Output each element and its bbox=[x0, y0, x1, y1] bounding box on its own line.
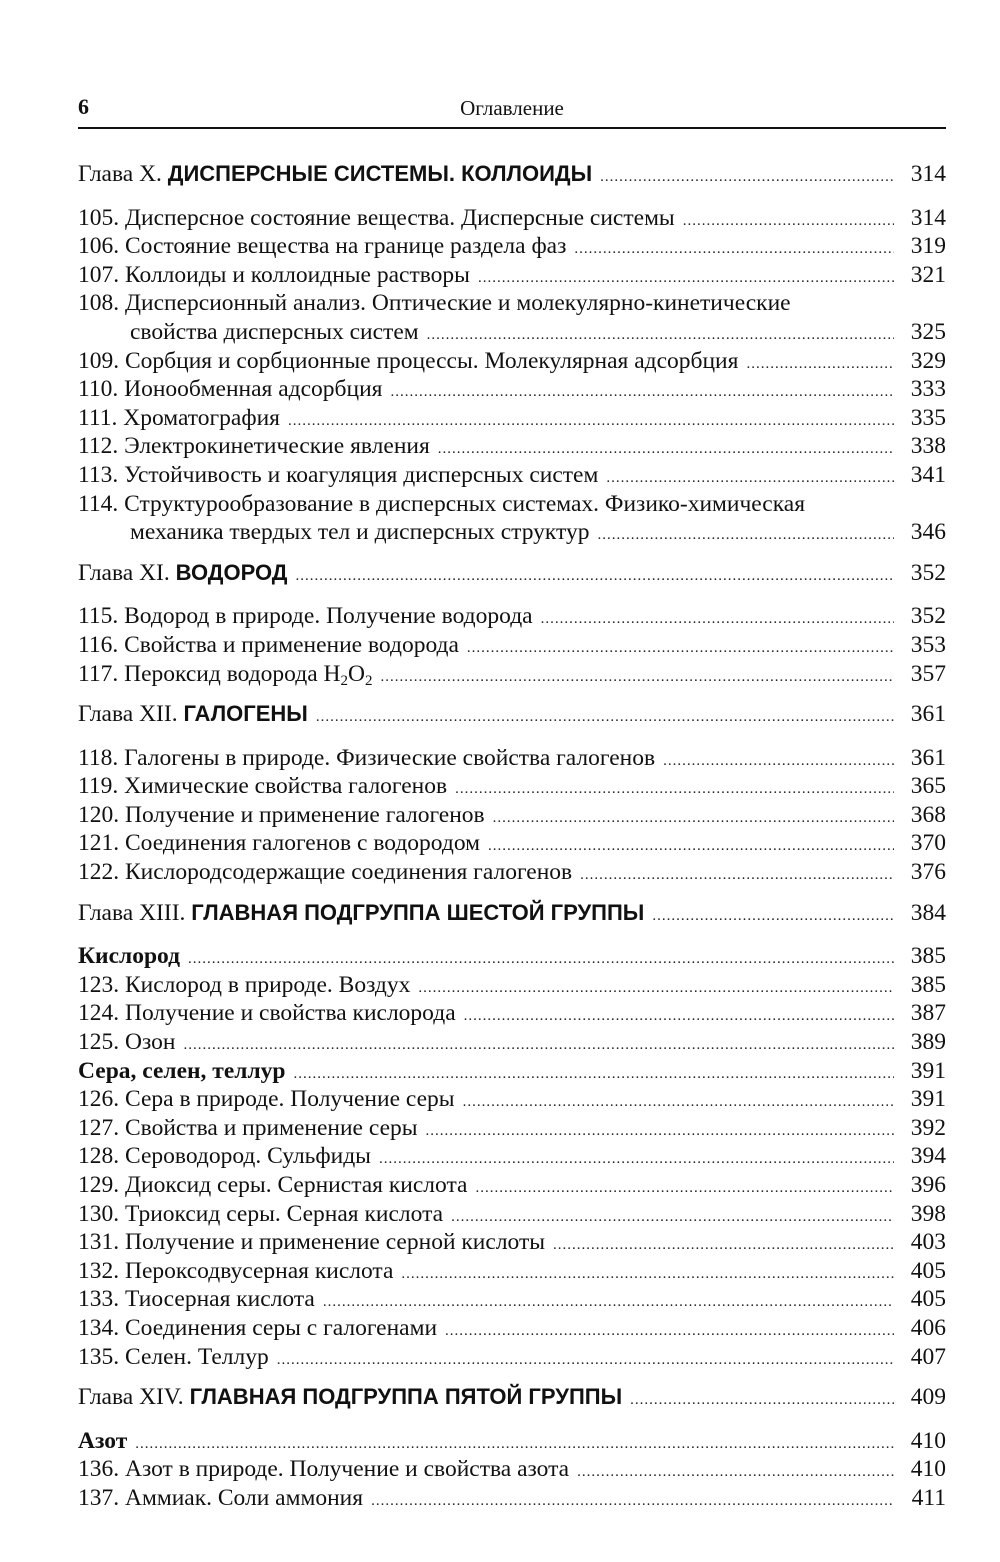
leader-dots bbox=[316, 703, 894, 732]
running-title: Оглавление bbox=[460, 96, 564, 120]
toc-entry-129 bbox=[78, 1171, 946, 1200]
toc-entry-118 bbox=[78, 744, 946, 773]
toc-entry-120 bbox=[78, 801, 946, 830]
toc-chapter-xii bbox=[78, 700, 946, 729]
leader-dots bbox=[379, 1145, 894, 1174]
page-ref: 329 bbox=[910, 347, 946, 374]
formula-subscript: 2 bbox=[340, 672, 348, 689]
leader-dots bbox=[293, 1060, 894, 1089]
toc-entry-132 bbox=[78, 1257, 946, 1286]
toc-group-nitrogen bbox=[78, 1427, 946, 1456]
entry-title: 123. Кислород в природе. Воздух bbox=[78, 971, 411, 998]
entry-title bbox=[78, 660, 372, 689]
page-ref: 391 bbox=[910, 1057, 946, 1084]
entry-title: 122. Кислородсодержащие соединения галогенов bbox=[78, 859, 573, 886]
page-ref: 394 bbox=[910, 1143, 946, 1170]
toc-entry-131 bbox=[78, 1228, 946, 1257]
leader-dots bbox=[663, 747, 894, 776]
page-ref: 409 bbox=[910, 1384, 946, 1411]
entry-title: 136. Азот в природе. Получение и свойства азота bbox=[78, 1456, 570, 1483]
page-ref: 407 bbox=[910, 1343, 946, 1370]
leader-dots bbox=[574, 235, 894, 264]
page-ref: 405 bbox=[910, 1286, 946, 1313]
page-ref: 410 bbox=[910, 1456, 946, 1483]
page-ref: 406 bbox=[910, 1314, 946, 1341]
entry-title: 132. Пероксодвусерная кислота bbox=[78, 1257, 394, 1284]
toc-entry-122 bbox=[78, 858, 946, 887]
group-title: Кислород bbox=[78, 943, 180, 970]
page-ref: 357 bbox=[910, 660, 946, 687]
entry-title: 137. Аммиак. Соли аммония bbox=[78, 1484, 364, 1511]
page-ref: 335 bbox=[910, 404, 946, 431]
leader-dots bbox=[467, 634, 894, 663]
entry-title: 108. Дисперсионный анализ. Оптические и молекулярно-кинетические bbox=[78, 290, 791, 317]
entry-title: 124. Получение и свойства кислорода bbox=[78, 1000, 456, 1027]
entry-title: 113. Устойчивость и коагуляция дисперсных систем bbox=[78, 461, 599, 488]
entry-title: 119. Химические свойства галогенов bbox=[78, 773, 448, 800]
chapter-prefix: Глава X. bbox=[78, 161, 162, 187]
leader-dots bbox=[445, 1317, 894, 1346]
leader-dots bbox=[630, 1386, 894, 1415]
entry-title: 130. Триоксид серы. Серная кислота bbox=[78, 1200, 444, 1227]
chapter-title: ГАЛОГЕНЫ bbox=[183, 701, 308, 727]
page-ref: 403 bbox=[910, 1229, 946, 1256]
toc-entry-130 bbox=[78, 1200, 946, 1229]
page-ref: 346 bbox=[910, 519, 946, 546]
entry-title: 125. Озон bbox=[78, 1029, 176, 1056]
leader-dots bbox=[371, 1487, 894, 1516]
entry-title: 121. Соединения галогенов с водородом bbox=[78, 830, 480, 857]
entry-title-continued: механика твердых тел и дисперсных структур bbox=[130, 519, 590, 546]
toc-chapter-xi bbox=[78, 559, 946, 588]
leader-dots bbox=[401, 1260, 894, 1289]
toc-entry-105 bbox=[78, 204, 946, 233]
page-number: 6 bbox=[78, 94, 89, 119]
leader-dots bbox=[493, 804, 894, 833]
formula-part: O bbox=[347, 660, 365, 687]
leader-dots bbox=[600, 163, 894, 192]
page-ref: 368 bbox=[910, 801, 946, 828]
toc-entry-107 bbox=[78, 261, 946, 290]
page-ref: 392 bbox=[910, 1114, 946, 1141]
leader-dots bbox=[746, 350, 894, 379]
leader-dots bbox=[380, 663, 894, 692]
entry-title-continued: свойства дисперсных систем bbox=[130, 318, 419, 345]
toc-chapter-x bbox=[78, 160, 946, 189]
leader-dots bbox=[475, 1174, 894, 1203]
page-ref: 341 bbox=[910, 461, 946, 488]
leader-dots bbox=[463, 1088, 894, 1117]
page-ref: 396 bbox=[910, 1172, 946, 1198]
toc-group-oxygen bbox=[78, 942, 946, 971]
page-ref: 314 bbox=[910, 204, 946, 231]
leader-dots bbox=[606, 464, 894, 493]
leader-dots bbox=[438, 435, 894, 464]
toc-group-sulfur bbox=[78, 1057, 946, 1086]
toc-entry-109 bbox=[78, 347, 946, 376]
toc-entry-134 bbox=[78, 1314, 946, 1343]
entry-title: 112. Электрокинетические явления bbox=[78, 433, 430, 460]
page-ref: 352 bbox=[910, 603, 946, 630]
toc-entry-123 bbox=[78, 971, 946, 1000]
toc-entry-108-line2 bbox=[78, 318, 946, 347]
page-ref: 333 bbox=[910, 376, 946, 403]
page-ref: 405 bbox=[910, 1257, 946, 1284]
chapter-prefix: Глава XIV. bbox=[78, 1384, 184, 1411]
toc-entry-110 bbox=[78, 375, 946, 404]
leader-dots bbox=[553, 1231, 894, 1260]
page-ref: 387 bbox=[910, 1000, 946, 1027]
toc-entry-108-line1 bbox=[78, 289, 946, 318]
toc-entry-119 bbox=[78, 772, 946, 801]
chapter-prefix: Глава XIII. bbox=[78, 899, 186, 926]
entry-title: 115. Водород в природе. Получение водорода bbox=[78, 603, 533, 630]
page-ref: 352 bbox=[910, 559, 946, 586]
toc-entry-116 bbox=[78, 631, 946, 660]
page-ref: 411 bbox=[911, 1484, 946, 1511]
toc-entry-137 bbox=[78, 1484, 946, 1513]
leader-dots bbox=[427, 321, 894, 350]
header-rule bbox=[78, 127, 946, 129]
leader-dots bbox=[683, 207, 894, 236]
page-ref: 385 bbox=[910, 971, 946, 998]
toc-entry-127 bbox=[78, 1114, 946, 1143]
leader-dots bbox=[288, 407, 894, 436]
entry-title: 120. Получение и применение галогенов bbox=[78, 801, 485, 828]
chapter-title: ВОДОРОД bbox=[175, 559, 288, 585]
page-ref: 384 bbox=[910, 899, 946, 926]
entry-title: 111. Хроматография bbox=[78, 404, 280, 431]
toc-entry-126 bbox=[78, 1085, 946, 1114]
running-header bbox=[78, 94, 946, 124]
page-ref: 314 bbox=[910, 161, 946, 187]
entry-title: 133. Тиосерная кислота bbox=[78, 1286, 315, 1313]
toc-entry-113 bbox=[78, 461, 946, 490]
entry-title: 105. Дисперсное состояние вещества. Дисперсные системы bbox=[78, 204, 675, 231]
entry-title: 126. Сера в природе. Получение серы bbox=[78, 1086, 455, 1113]
toc-entry-125 bbox=[78, 1028, 946, 1057]
leader-dots bbox=[183, 1031, 894, 1060]
page-ref: 365 bbox=[910, 773, 946, 800]
page-ref: 389 bbox=[910, 1029, 946, 1056]
leader-dots bbox=[295, 562, 894, 591]
leader-dots bbox=[580, 861, 894, 890]
group-title: Сера, селен, теллур bbox=[78, 1057, 286, 1084]
chapter-prefix: Глава XI. bbox=[78, 559, 170, 586]
entry-title: 118. Галогены в природе. Физические свойства галогенов bbox=[78, 744, 656, 771]
toc-entry-136 bbox=[78, 1455, 946, 1484]
toc-entry-115 bbox=[78, 602, 946, 631]
formula-part: 117. Пероксид водорода H bbox=[78, 660, 341, 687]
leader-dots bbox=[577, 1458, 894, 1487]
leader-dots bbox=[652, 902, 894, 931]
entry-title: 134. Соединения серы с галогенами bbox=[78, 1314, 438, 1341]
entry-title: 106. Состояние вещества на границе раздела фаз bbox=[78, 233, 567, 260]
toc-entry-114-line2 bbox=[78, 518, 946, 547]
page-ref: 321 bbox=[910, 261, 946, 288]
page-ref: 319 bbox=[910, 233, 946, 260]
page-ref: 370 bbox=[910, 830, 946, 857]
page-ref: 398 bbox=[910, 1200, 946, 1227]
entry-title: 109. Сорбция и сорбционные процессы. Молекулярная адсорбция bbox=[78, 347, 739, 374]
toc-entry-124 bbox=[78, 999, 946, 1028]
entry-title: 116. Свойства и применение водорода bbox=[78, 631, 459, 658]
entry-title: 114. Структурообразование в дисперсных системах. Физико-химическая bbox=[78, 490, 806, 517]
leader-dots bbox=[418, 974, 894, 1003]
group-title: Азот bbox=[78, 1427, 128, 1454]
toc-entry-121 bbox=[78, 829, 946, 858]
toc-entry-117 bbox=[78, 660, 946, 689]
entry-title: 110. Ионообменная адсорбция bbox=[78, 376, 383, 403]
page-ref: 361 bbox=[910, 744, 946, 771]
entry-title: 107. Коллоиды и коллоидные растворы bbox=[78, 261, 470, 288]
page-ref: 385 bbox=[910, 943, 946, 970]
leader-dots bbox=[541, 605, 894, 634]
leader-dots bbox=[277, 1346, 894, 1375]
formula-subscript: 2 bbox=[364, 672, 373, 689]
entry-title: 135. Селен. Теллур bbox=[78, 1343, 269, 1370]
entry-title: 127. Свойства и применение серы bbox=[78, 1114, 418, 1141]
toc-chapter-xiii bbox=[78, 899, 946, 928]
leader-dots bbox=[451, 1203, 894, 1232]
leader-dots bbox=[323, 1288, 894, 1317]
page-ref: 391 bbox=[910, 1086, 946, 1113]
chapter-prefix: Глава XII. bbox=[78, 701, 178, 728]
leader-dots bbox=[598, 521, 895, 550]
page-ref: 338 bbox=[910, 433, 946, 460]
toc-entry-112 bbox=[78, 432, 946, 461]
toc-entry-135 bbox=[78, 1343, 946, 1372]
entry-title: 128. Сероводород. Сульфиды bbox=[78, 1143, 371, 1170]
page-ref: 410 bbox=[910, 1427, 946, 1454]
entry-title: 129. Диоксид серы. Сернистая кислота bbox=[78, 1172, 468, 1198]
toc-entry-133 bbox=[78, 1285, 946, 1314]
leader-dots bbox=[464, 1002, 894, 1031]
leader-dots bbox=[188, 945, 894, 974]
leader-dots bbox=[390, 378, 894, 407]
toc-entry-114-line1 bbox=[78, 490, 946, 519]
entry-title: 131. Получение и применение серной кислоты bbox=[78, 1229, 546, 1256]
toc-entry-111 bbox=[78, 404, 946, 433]
chapter-title: ГЛАВНАЯ ПОДГРУППА ШЕСТОЙ ГРУППЫ bbox=[191, 899, 645, 925]
table-of-contents bbox=[78, 160, 946, 1513]
toc-chapter-xiv bbox=[78, 1383, 946, 1412]
leader-dots bbox=[478, 264, 894, 293]
toc-entry-106 bbox=[78, 232, 946, 261]
leader-dots bbox=[488, 832, 894, 861]
toc-entry-128 bbox=[78, 1142, 946, 1171]
page-ref: 353 bbox=[910, 631, 946, 658]
chapter-title: ГЛАВНАЯ ПОДГРУППА ПЯТОЙ ГРУППЫ bbox=[189, 1384, 623, 1410]
page-ref: 376 bbox=[910, 859, 946, 886]
page-ref: 361 bbox=[910, 701, 946, 728]
page-ref: 325 bbox=[910, 318, 946, 345]
leader-dots bbox=[455, 775, 894, 804]
leader-dots bbox=[135, 1430, 894, 1459]
leader-dots bbox=[426, 1117, 894, 1146]
chapter-title: ДИСПЕРСНЫЕ СИСТЕМЫ. КОЛЛОИДЫ bbox=[167, 161, 593, 186]
